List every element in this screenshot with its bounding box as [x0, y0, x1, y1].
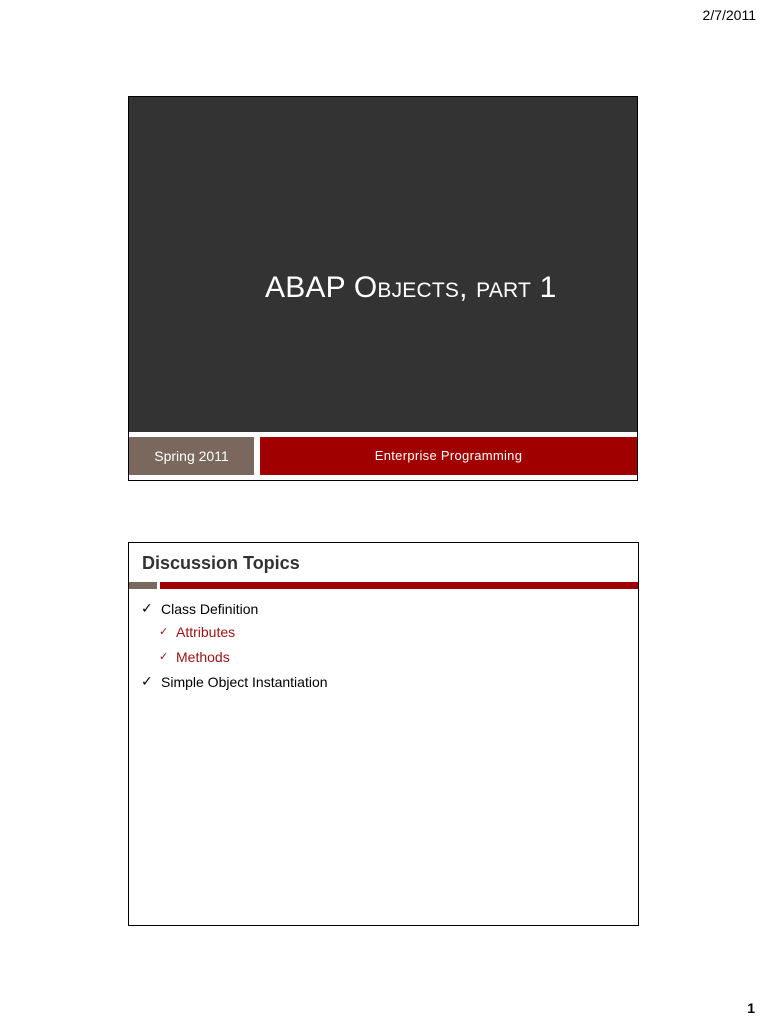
- title-slide: [128, 96, 638, 481]
- subtopic-item: [159, 644, 328, 669]
- slide-title-comma: ,: [459, 271, 477, 304]
- semester-label: Spring 2011: [129, 437, 254, 475]
- subtopic-label: Attributes: [176, 623, 236, 640]
- check-icon: ✓: [159, 651, 169, 663]
- topic-item: [141, 598, 328, 669]
- page-number: 1: [747, 1000, 755, 1016]
- slide-title-number: 1: [531, 271, 557, 304]
- topics-slide: [128, 542, 639, 926]
- slide-title-lead: ABAP O: [265, 271, 378, 304]
- topic-label: Class Definition: [161, 600, 259, 617]
- check-icon: ✓: [141, 673, 153, 689]
- topics-heading: Discussion Topics: [142, 553, 300, 573]
- slide-title-smallcaps-1: BJECTS: [377, 279, 460, 302]
- subtopic-label: Methods: [176, 648, 230, 665]
- check-icon: ✓: [141, 600, 153, 616]
- heading-accent-bar-red: [160, 582, 638, 589]
- topics-list: [141, 598, 328, 692]
- slide-title: [265, 271, 556, 305]
- topic-item: [141, 671, 328, 692]
- course-label: Enterprise Programming: [260, 437, 637, 475]
- page-date: 2/7/2011: [702, 7, 756, 23]
- slide-title-smallcaps-2: PART: [476, 279, 532, 302]
- subtopic-item: [159, 619, 328, 644]
- topic-label: Simple Object Instantiation: [161, 673, 328, 690]
- check-icon: ✓: [159, 626, 169, 638]
- subtopics-list: [159, 619, 328, 669]
- title-slide-background: [129, 97, 637, 432]
- heading-accent-bar-brown: [129, 582, 157, 589]
